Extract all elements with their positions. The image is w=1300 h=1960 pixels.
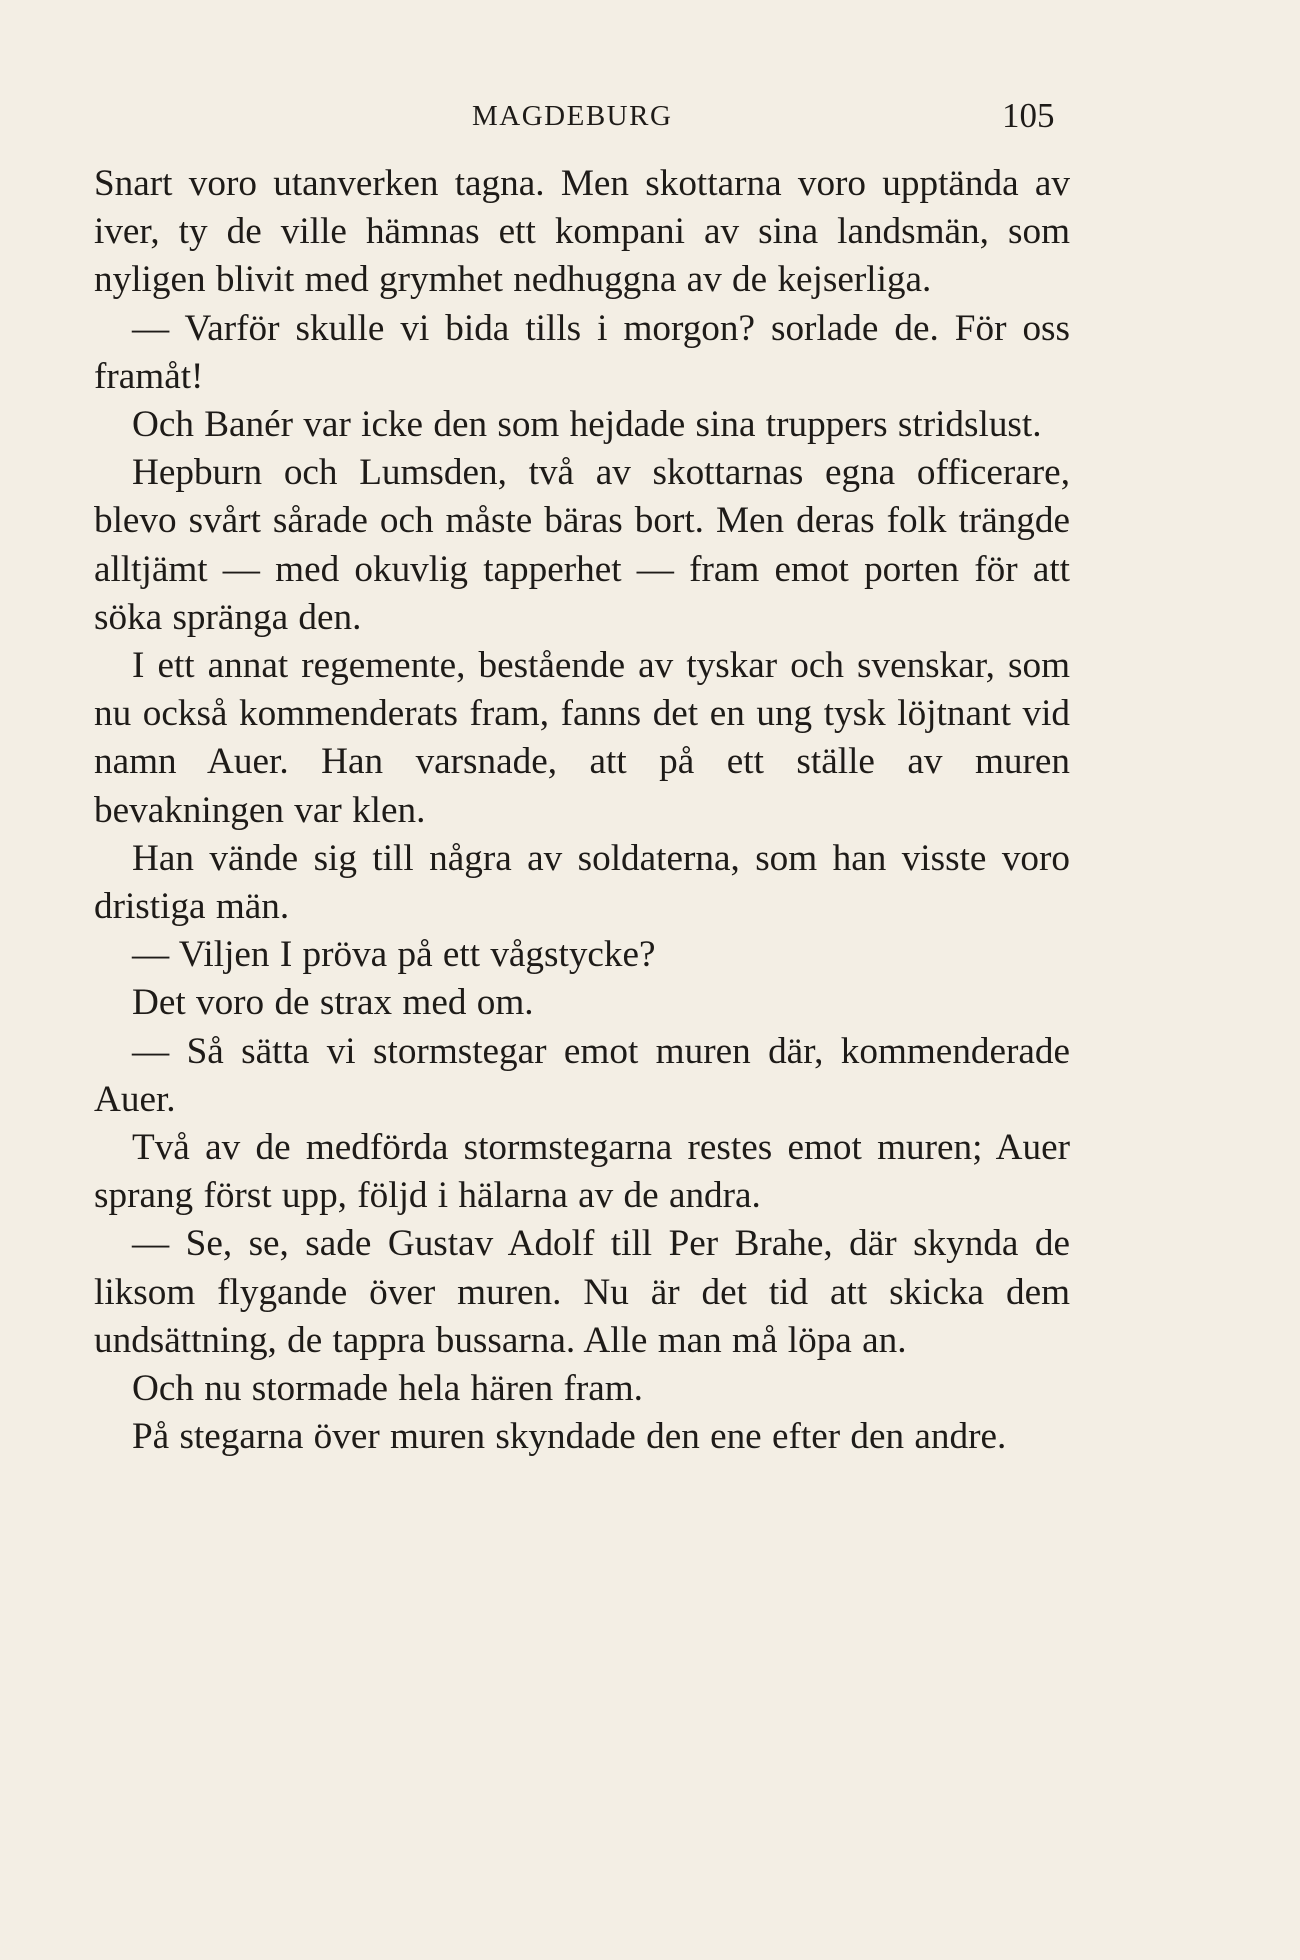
paragraph: Och Banér var icke den som hejdade sina truppers stridslust.	[132, 404, 1042, 446]
paragraph: Det voro de strax med om.	[132, 982, 534, 1024]
paragraph: Två av de medförda stormstegarna restes emot muren; Auer sprang först upp, följd i hälarna av de andra.	[94, 1127, 1070, 1217]
paragraph: — Viljen I pröva på ett vågstycke?	[132, 934, 656, 976]
page-number: 105	[1002, 96, 1055, 135]
paragraph: Snart voro utanverken tagna. Men skottarna voro upptända av iver, ty de ville hämnas ett kompani av sina landsmän, som nyligen blivit med grymhet nedhuggna av de kejserliga.	[94, 163, 1070, 301]
running-title: MAGDEBURG	[472, 100, 673, 132]
body-text	[94, 160, 1070, 1461]
paragraph: — Se, se, sade Gustav Adolf till Per Brahe, där skynda de liksom flygande över muren. Nu är det tid att skicka dem undsättning, de tappra bussarna. Alle man må löpa an.	[94, 1223, 1070, 1361]
paragraph: I ett annat regemente, bestående av tyskar och svenskar, som nu också kommenderats fram, fanns det en ung tysk löjtnant vid namn Auer. Han varsnade, att på ett ställe av muren bevakningen var klen.	[94, 645, 1070, 831]
paragraph: — Varför skulle vi bida tills i morgon? sorlade de. För oss framåt!	[94, 307, 1070, 397]
running-head	[0, 96, 1300, 140]
paragraph: — Så sätta vi stormstegar emot muren där, kommenderade Auer.	[94, 1030, 1070, 1120]
paragraph: Hepburn och Lumsden, två av skottarnas egna officerare, blevo svårt sårade och måste bäras bort. Men deras folk trängde alltjämt — med okuvlig tapperhet — fram emot porten för att söka spränga den.	[94, 452, 1070, 638]
paragraph: Han vände sig till några av soldaterna, som han visste voro dristiga män.	[94, 837, 1070, 928]
paragraph: På stegarna över muren skyndade den ene efter den andre.	[132, 1416, 1007, 1458]
paragraph: Och nu stormade hela hären fram.	[132, 1368, 643, 1410]
